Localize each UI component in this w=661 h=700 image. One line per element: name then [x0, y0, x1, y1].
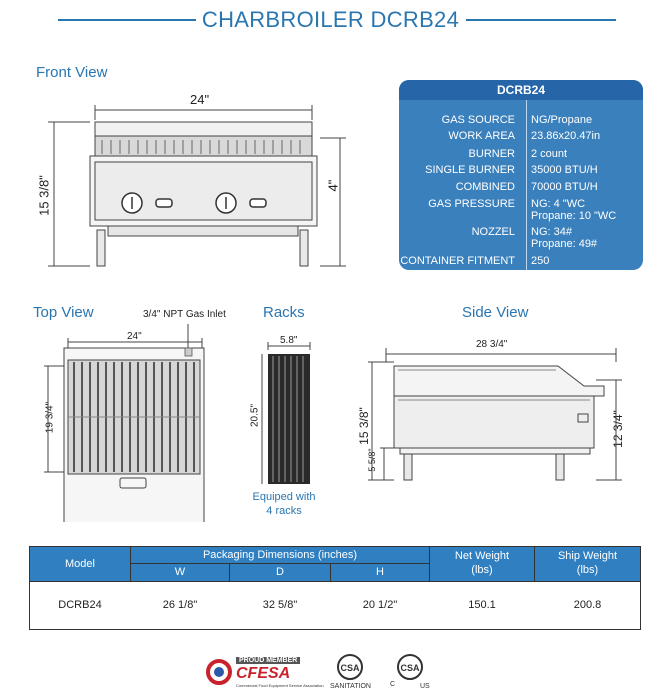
th-net-weight-line2: (lbs) [471, 564, 493, 576]
spec-divider [526, 100, 527, 270]
csa-sanitation-icon [336, 653, 364, 681]
side-view-heading: Side View [462, 304, 529, 321]
spec-value: 2 count [531, 148, 568, 160]
spec-label: GAS SOURCE [441, 114, 515, 126]
th-model: Model [30, 547, 130, 581]
spec-value: 23.86x20.47in [531, 130, 601, 142]
table-rule [229, 564, 230, 581]
spec-label: WORK AREA [448, 130, 515, 142]
spec-label: CONTAINER FITMENT [400, 255, 515, 267]
spec-value: NG: 34# [531, 226, 572, 238]
th-ship-weight-line1: Ship Weight [557, 550, 618, 562]
cell-d: 32 5/8" [262, 599, 298, 611]
cfesa-subtext: Commercial Food Equipment Service Association [236, 683, 324, 688]
th-packaging: Packaging Dimensions (inches) [131, 547, 429, 563]
table-rule [30, 581, 640, 582]
cell-h: 20 1/2" [362, 599, 398, 611]
table-rule [130, 547, 131, 581]
csa-c-label: C [390, 681, 396, 688]
cfesa-wordmark: CFESA [236, 665, 291, 682]
rack-width-label: 5.8" [280, 335, 298, 346]
rack-note-line2: 4 racks [266, 505, 302, 517]
th-w: W [131, 564, 229, 581]
front-view-drawing [40, 100, 360, 275]
svg-text:CSA: CSA [340, 663, 360, 673]
side-leg-label: 5 5/8" [367, 448, 377, 472]
rack-drawing [258, 340, 318, 488]
racks-heading: Racks [263, 304, 305, 321]
th-ship-weight-line2: (lbs) [576, 564, 599, 576]
front-leg-label: 4" [325, 179, 341, 192]
spec-label: NOZZEL [471, 226, 515, 238]
page-title: CHARBROILER DCRB24 [201, 7, 460, 32]
rack-length-label: 20.5" [249, 404, 261, 428]
csa-us-label: US [420, 683, 430, 690]
cell-net-weight: 150.1 [468, 599, 496, 611]
rack-note-line1: Equiped with [252, 491, 316, 503]
th-d: D [230, 564, 330, 581]
top-view-drawing [40, 322, 220, 522]
top-depth-label: 19 3/4" [44, 401, 56, 434]
cfesa-emblem-icon [206, 659, 232, 685]
svg-text:CSA: CSA [400, 663, 420, 673]
side-height-label: 15 3/8" [357, 407, 371, 445]
csa-us-logo [388, 653, 432, 693]
cfesa-top-text: PROUD MEMBER [236, 657, 300, 664]
spec-value: 35000 BTU/H [531, 164, 598, 176]
spec-panel [399, 80, 643, 270]
spec-value: Propane: 49# [531, 238, 598, 250]
csa-sanitation-logo [332, 653, 372, 693]
spec-value: Propane: 10 "WC [531, 210, 617, 222]
cell-ship-weight: 200.8 [573, 599, 602, 611]
spec-label: SINGLE BURNER [425, 164, 515, 176]
spec-label: BURNER [468, 148, 515, 160]
cell-w: 26 1/8" [162, 599, 198, 611]
spec-label: COMBINED [455, 181, 515, 193]
side-depth-label: 28 3/4" [476, 339, 508, 350]
spec-header: DCRB24 [399, 80, 643, 100]
spec-value: 70000 BTU/H [531, 181, 598, 193]
front-view-heading: Front View [36, 64, 108, 81]
table-rule [429, 547, 430, 581]
csa-icon [396, 653, 424, 681]
side-view-drawing [360, 340, 640, 490]
spec-value: 250 [531, 255, 550, 267]
table-rule [131, 563, 429, 564]
cfesa-logo [206, 655, 324, 691]
front-width-label: 24" [190, 92, 210, 107]
spec-label: GAS PRESSURE [428, 198, 515, 210]
gas-inlet-label: 3/4" NPT Gas Inlet [143, 309, 226, 320]
title-rule-right [466, 19, 616, 21]
cell-model: DCRB24 [58, 599, 102, 611]
packaging-table [29, 546, 641, 630]
th-h: H [331, 564, 429, 581]
top-view-heading: Top View [33, 304, 94, 321]
sanitation-label: SANITATION [330, 683, 371, 690]
top-width-label: 24" [127, 331, 142, 342]
table-rule [330, 564, 331, 581]
front-height-label: 15 3/8" [36, 175, 52, 216]
spec-value: NG: 4 "WC [531, 198, 586, 210]
side-body-height-label: 12 3/4" [611, 410, 625, 448]
th-net-weight-line1: Net Weight [454, 550, 510, 562]
spec-value: NG/Propane [531, 114, 593, 126]
table-rule [534, 547, 535, 581]
